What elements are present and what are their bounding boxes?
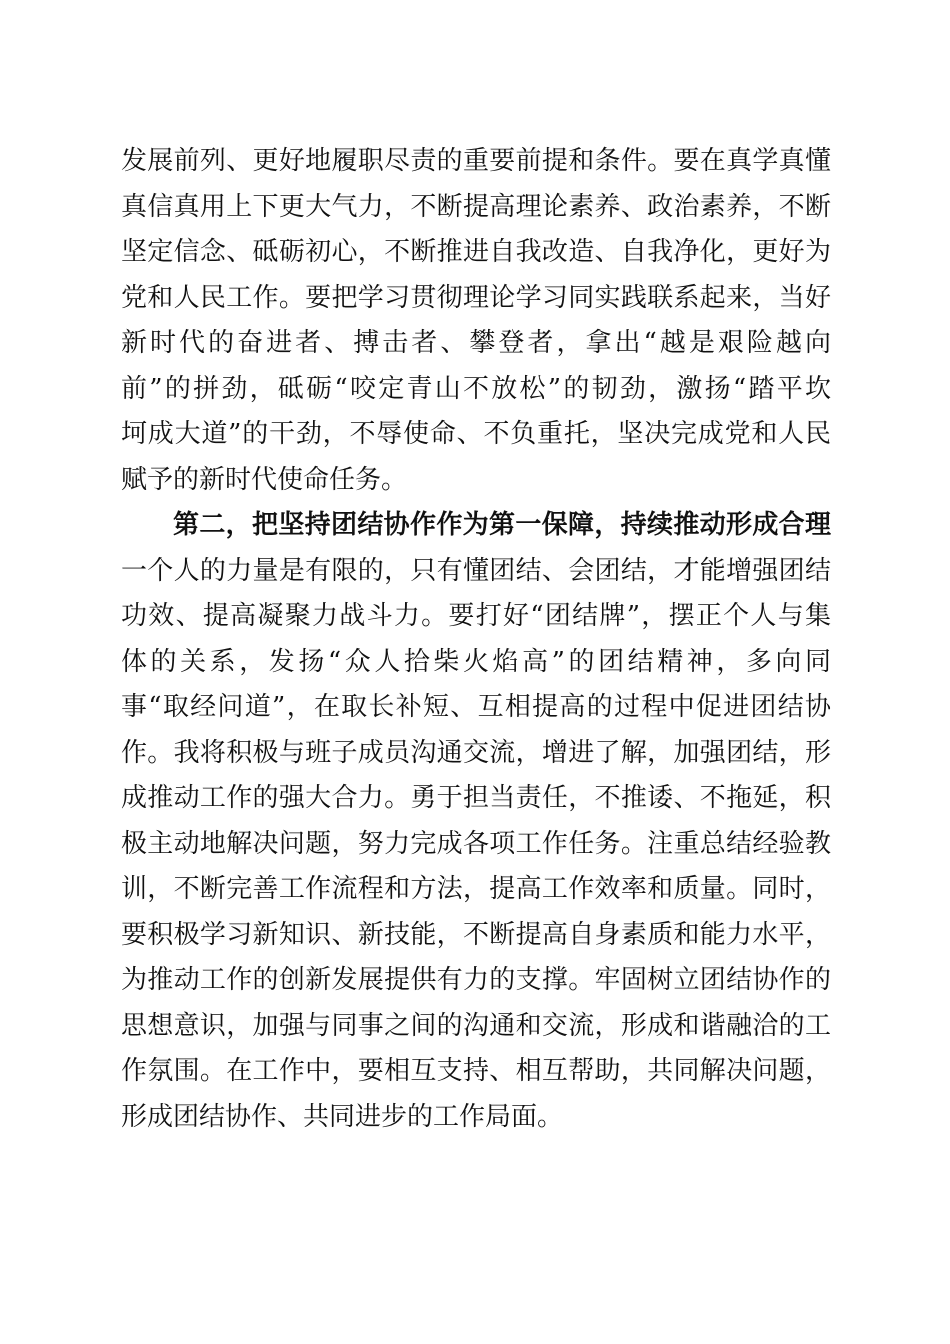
text-line: 思想意识，加强与同事之间的沟通和交流，形成和谐融洽的工 xyxy=(121,1010,831,1041)
text-line: 党和人民工作。要把学习贯彻理论学习同实践联系起来，当好 xyxy=(121,282,831,313)
text-line: 前”的拼劲，砥砺“咬定青山不放松”的韧劲，激扬“踏平坎 xyxy=(121,373,831,404)
text-line: 极主动地解决问题，努力完成各项工作任务。注重总结经验教 xyxy=(121,828,831,859)
text-line: 功效、提高凝聚力战斗力。要打好“团结牌”，摆正个人与集 xyxy=(121,601,831,631)
text-line: 作氛围。在工作中，要相互支持、相互帮助，共同解决问题， xyxy=(121,1056,831,1086)
text-line: 要积极学习新知识、新技能，不断提高自身素质和能力水平， xyxy=(121,919,831,950)
text-line: 新时代的奋进者、搏击者、攀登者，拿出“越是艰险越向 xyxy=(121,328,831,358)
text-line: 为推动工作的创新发展提供有力的支撑。牢固树立团结协作的 xyxy=(121,965,831,995)
text-line: 训，不断完善工作流程和方法，提高工作效率和质量。同时， xyxy=(121,874,831,904)
text-line: 坚定信念、砥砺初心，不断推进自我改造、自我净化，更好为 xyxy=(121,237,831,267)
text-line: 成推动工作的强大合力。勇于担当责任，不推诿、不拖延，积 xyxy=(121,783,831,813)
text-line: 体的关系，发扬“众人拾柴火焰高”的团结精神，多向同 xyxy=(121,646,831,677)
body-text xyxy=(121,139,831,1140)
text-line: 作。我将积极与班子成员沟通交流，增进了解，加强团结，形 xyxy=(121,737,831,768)
text-line: 事“取经问道”，在取长补短、互相提高的过程中促进团结协 xyxy=(121,692,831,722)
text-line: 形成团结协作、共同进步的工作局面。 xyxy=(121,1101,564,1132)
text-line: 发展前列、更好地履职尽责的重要前提和条件。要在真学真懂 xyxy=(121,146,831,176)
text-line: 坷成大道”的干劲，不辱使命、不负重托，坚决完成党和人民 xyxy=(121,419,831,449)
text-line: 赋予的新时代使命任务。 xyxy=(121,464,408,495)
text-line: 真信真用上下更大气力，不断提高理论素养、政治素养，不断 xyxy=(121,191,831,222)
text-line: 一个人的力量是有限的，只有懂团结、会团结，才能增强团结 xyxy=(121,555,831,586)
paragraph-1 xyxy=(121,139,831,503)
paragraph-2 xyxy=(121,503,831,1140)
section-heading: 第二，把坚持团结协作作为第一保障，持续推动形成合理 xyxy=(173,510,831,540)
